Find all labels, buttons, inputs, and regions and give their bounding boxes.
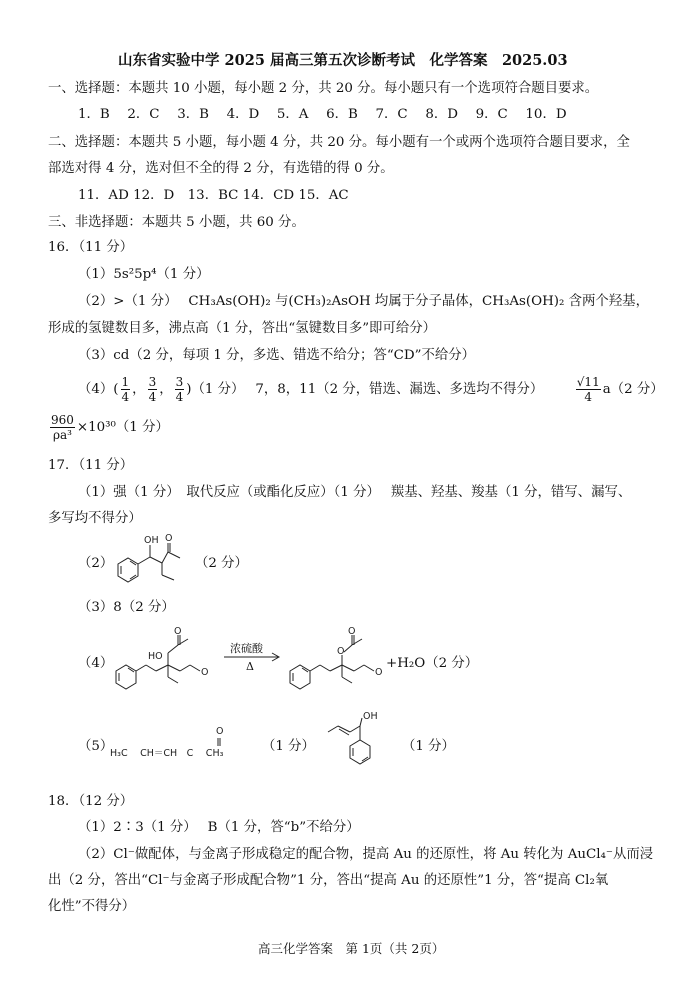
q18-part2-line3: 化性”不得分） (48, 899, 136, 914)
comma-1: ， (132, 382, 146, 397)
coordinate-fraction-1: $\frac{1}{4}$ (121, 375, 130, 404)
q17-part4-reactant (108, 625, 220, 695)
comma-2: ， (159, 382, 173, 397)
q16-part4-suffix: )（1 分） 7，8，11（2 分，错选、漏选、多选均不得分） (186, 382, 544, 397)
aldehyde-o-label: O (201, 667, 209, 678)
formula-chain: H₃C CH＝CH C CH₃ (110, 748, 224, 759)
section1-answers: 1．B 2．C 3．B 4．D 5．A 6．B 7．C 8．D 9．C 10．D (78, 107, 567, 122)
coordinate-fraction-3: $\frac{3}{4}$ (175, 375, 184, 404)
reaction-arrow (222, 640, 282, 674)
q17-part4-tail: +H₂O（2 分） (386, 656, 479, 671)
q16-heading: 16．（11 分） (48, 240, 134, 255)
q17-part2-score: （2 分） (195, 556, 248, 571)
q17-part5-label: （5） (78, 739, 114, 754)
acid-carbonyl-o: O (174, 626, 182, 637)
page-footer: 高三化学答案 第 1页（共 2页） (258, 941, 445, 956)
structure-oh-label: OH (363, 711, 378, 722)
q17-part5-formula (104, 724, 274, 760)
q17-part4-product (282, 625, 394, 695)
q16-part1 (78, 266, 210, 284)
q16-part4-prefix: （4）( (78, 382, 119, 397)
formula-carbonyl-o: O (216, 726, 224, 737)
carbonyl-label: O (165, 533, 173, 544)
q16-density (48, 412, 169, 444)
ester-ring-o: O (337, 646, 345, 657)
q17-part1-line1: （1）强（1 分） 取代反应（或酯化反应）（1 分） 羰基、羟基、羧基（1 分，错写、漏写、 (78, 485, 632, 500)
product-aldehyde-o: O (375, 667, 383, 678)
density-tail: ×10³⁰（1 分） (76, 420, 169, 435)
q17-heading: 17．（11 分） (48, 458, 134, 473)
section2-answers: 11．AD 12．D 13．BC 14．CD 15．AC (78, 188, 349, 203)
q17-part1-line2: 多写均不得分） (48, 511, 142, 526)
q17-part4-label: （4） (78, 656, 114, 671)
density-fraction: $\frac{960}{\text{ρa³}}$ (51, 413, 74, 442)
q18-part2-line2: 出（2 分，答出“Cl⁻与金离子形成配合物”1 分，答出“提高 Au 的还原性”1 分，答“提高 Cl₂氧 (48, 873, 609, 888)
section2-header-line1: 二、选择题：本题共 5 小题，每小题 4 分，共 20 分。每小题有一个或两个选项符合题目要求，全 (48, 135, 630, 150)
reaction-condition: Δ (246, 660, 254, 673)
q17-part5-score2: （1 分） (402, 739, 455, 754)
q16-part4-sqrt-tail: a（2 分） (602, 382, 664, 397)
q18-part1: （1）2∶3（1 分） B（1 分，答“b”不给分） (78, 820, 360, 835)
hydroxyl-label: OH (144, 535, 159, 546)
sqrt-fraction: $\frac{√11}{4}$ (576, 375, 600, 404)
ester-carbonyl-o: O (348, 626, 356, 637)
q16-part3: （3）cd（2 分，每项 1 分，多选、错选不给分；答“CD”不给分） (78, 348, 476, 363)
section2-header-line2: 部选对得 4 分，选对但不全的得 2 分，有选错的得 0 分。 (48, 161, 394, 176)
q16-part2-line1: （2）>（1 分） CH₃As(OH)₂ 与(CH₃)₂AsOH 均属于分子晶体，CH₃As(OH)₂ 含两个羟基， (78, 294, 649, 309)
reaction-reagent: 浓硫酸 (230, 642, 263, 655)
page-title: 山东省实验中学 2025 届高三第五次诊断考试 化学答案 2025.03 (118, 52, 568, 69)
q16-part1-config: 5s²5p⁴ (113, 267, 157, 282)
q17-part5-structure (322, 710, 392, 780)
coordinate-fraction-2: $\frac{3}{4}$ (148, 375, 157, 404)
q16-part2-line2: 形成的氢键数目多，沸点高（1 分，答出“氢键数目多”即可给分） (48, 321, 437, 336)
q16-part1-score: （1 分） (156, 267, 210, 282)
reactant-ho-label: HO (148, 651, 163, 662)
q18-heading: 18．（12 分） (48, 794, 134, 809)
q17-part5-score1: （1 分） (262, 739, 315, 754)
section1-header: 一、选择题：本题共 10 小题，每小题 2 分，共 20 分。每小题只有一个选项符合题目要求。 (48, 81, 599, 96)
section3-header: 三、非选择题：本题共 5 小题，共 60 分。 (48, 215, 305, 230)
q17-part2-label: （2） (78, 556, 114, 571)
q16-part4 (78, 374, 664, 406)
q16-part1-label: （1） (78, 267, 114, 282)
q17-part2-structure (108, 530, 198, 588)
q17-part3: （3）8（2 分） (78, 600, 175, 615)
q18-part2-line1: （2）Cl⁻做配体，与金离子形成稳定的配合物，提高 Au 的还原性，将 Au 转化为 AuCl₄⁻从而浸 (78, 847, 654, 862)
